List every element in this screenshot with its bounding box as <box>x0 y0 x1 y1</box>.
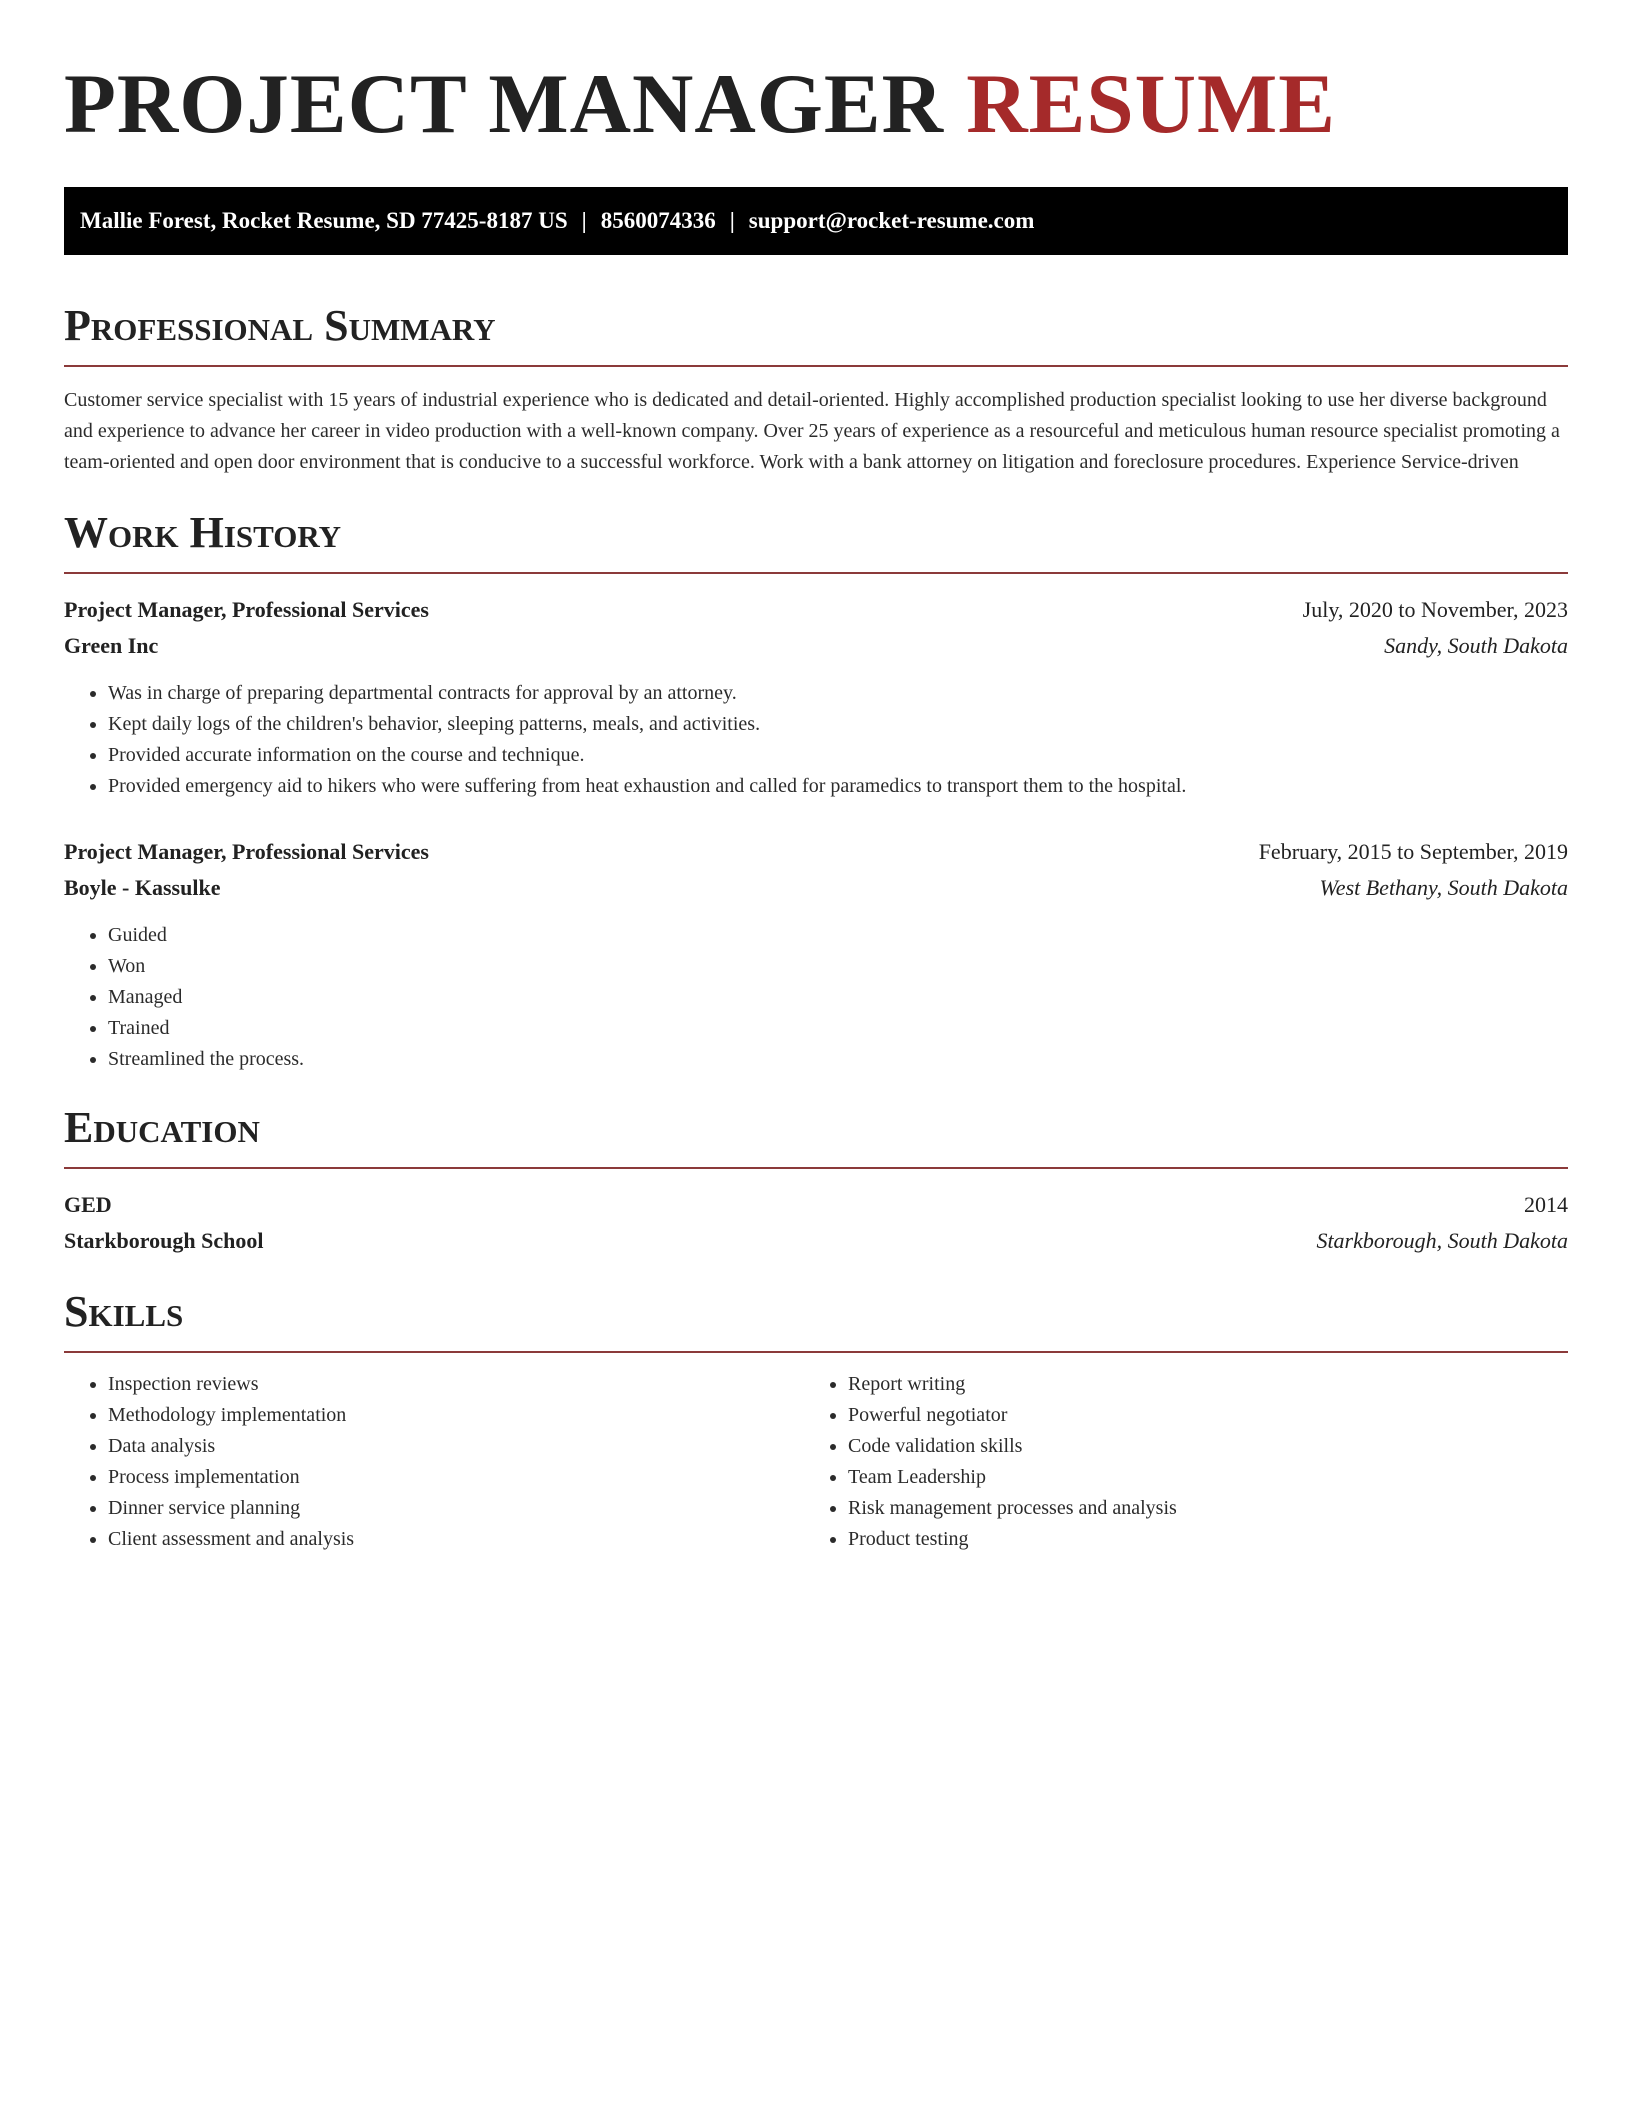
contact-bar <box>64 187 1568 255</box>
skills-column-left <box>64 1369 804 1555</box>
title-main: PROJECT MANAGER <box>64 57 967 151</box>
contact-separator: | <box>729 208 735 233</box>
section-divider <box>64 1351 1568 1353</box>
section-heading-education: Education <box>64 1103 260 1152</box>
skill-item: • Product testing <box>848 1524 1544 1555</box>
education-school-row <box>64 1223 1568 1259</box>
job-bullet: • Provided accurate information on the course and technique. <box>108 740 1568 771</box>
job-dates: February, 2015 to September, 2019 <box>1258 839 1568 864</box>
contact-address: Mallie Forest, Rocket Resume, SD 77425-8187 US <box>80 208 568 233</box>
summary-text: Customer service specialist with 15 years of industrial experience who is dedicated and detail-oriented. Highly accomplished production specialist looking to use her diverse background and experience to advance her career in video production with a well-known company. Over 25 years of experience as a resourceful and meticulous human resource specialist promoting a team-oriented and open door environment that is conducive to a successful workforce. Work with a bank attorney on litigation and foreclosure procedures. Experience Service-driven <box>64 389 1560 473</box>
skill-item: • Risk management processes and analysis <box>848 1493 1544 1524</box>
education-degree: GED <box>64 1192 112 1217</box>
education-location: Starkborough, South Dakota <box>1316 1228 1568 1253</box>
job-bullet: • Trained <box>108 1013 1568 1044</box>
education-entry <box>64 1187 1568 1259</box>
skill-item: • Data analysis <box>108 1431 804 1462</box>
skill-item: • Powerful negotiator <box>848 1400 1544 1431</box>
section-divider <box>64 572 1568 574</box>
job-bullet: • Kept daily logs of the children's behavior, sleeping patterns, meals, and activities. <box>108 709 1568 740</box>
job-title: Project Manager, Professional Services <box>64 839 429 864</box>
job-company-row <box>64 870 1568 906</box>
skills-column-right <box>804 1369 1544 1555</box>
section-divider <box>64 1167 1568 1169</box>
section-divider <box>64 365 1568 367</box>
skill-item: • Dinner service planning <box>108 1493 804 1524</box>
section-heading-skills: Skills <box>64 1287 184 1336</box>
section-heading-summary: Professional Summary <box>64 301 496 350</box>
job-company: Green Inc <box>64 633 159 658</box>
job-title: Project Manager, Professional Services <box>64 597 429 622</box>
job-header-row <box>64 834 1568 870</box>
job-location: Sandy, South Dakota <box>1384 633 1568 658</box>
education-degree-row <box>64 1187 1568 1223</box>
job-bullet: • Won <box>108 951 1568 982</box>
skill-item: • Inspection reviews <box>108 1369 804 1400</box>
skill-item: • Code validation skills <box>848 1431 1544 1462</box>
skill-item: • Team Leadership <box>848 1462 1544 1493</box>
education-school: Starkborough School <box>64 1228 264 1253</box>
contact-email: support@rocket-resume.com <box>748 208 1035 233</box>
section-heading-work-history: Work History <box>64 508 342 557</box>
education-year: 2014 <box>1524 1192 1568 1217</box>
skill-item: • Client assessment and analysis <box>108 1524 804 1555</box>
skill-item: • Methodology implementation <box>108 1400 804 1431</box>
job-bullet: • Managed <box>108 982 1568 1013</box>
job-bullet: • Streamlined the process. <box>108 1044 1568 1075</box>
job-dates: July, 2020 to November, 2023 <box>1302 597 1568 622</box>
contact-phone: 8560074336 <box>600 208 716 233</box>
job-bullet: • Was in charge of preparing departmental contracts for approval by an attorney. <box>108 678 1568 709</box>
job-bullets <box>64 920 1568 1075</box>
job-header-row <box>64 592 1568 628</box>
job-location: West Bethany, South Dakota <box>1319 875 1568 900</box>
job-bullet: • Provided emergency aid to hikers who were suffering from heat exhaustion and called for paramedics to transport them to the hospital. <box>108 771 1568 802</box>
job-bullet: • Guided <box>108 920 1568 951</box>
skills-list <box>64 1369 1568 1555</box>
resume-title <box>64 56 1568 152</box>
skill-item: • Report writing <box>848 1369 1544 1400</box>
job-company-row <box>64 628 1568 664</box>
title-accent: RESUME <box>966 57 1336 151</box>
job-bullets <box>64 678 1568 802</box>
job-company: Boyle - Kassulke <box>64 875 221 900</box>
skill-item: • Process implementation <box>108 1462 804 1493</box>
job-entry <box>64 834 1568 1075</box>
contact-separator: | <box>581 208 587 233</box>
job-entry <box>64 592 1568 802</box>
